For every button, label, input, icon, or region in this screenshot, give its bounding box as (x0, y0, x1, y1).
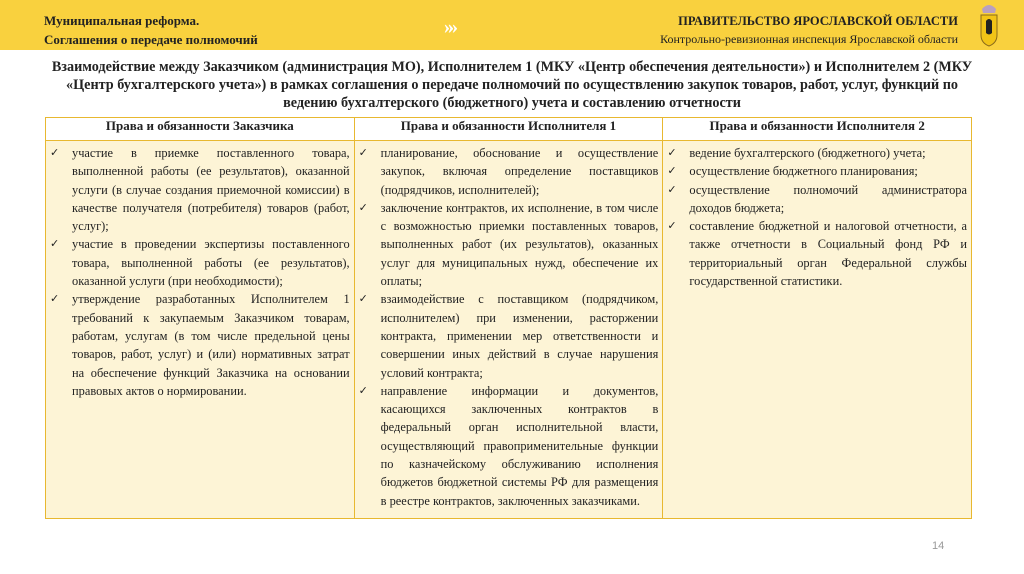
column-header-executor2: Права и обязанности Исполнителя 2 (663, 118, 972, 141)
list-item (359, 199, 659, 290)
checkmark-icon: ✓ (50, 293, 60, 306)
cell-executor2 (663, 141, 972, 519)
list-item-text: составление бюджетной и налоговой отчетности, а также отчетности в Социальный фонд РФ и территориальный орган Федеральной службы государственной статистики. (689, 219, 967, 289)
list-item (359, 382, 659, 510)
checkmark-icon: ✓ (667, 183, 677, 196)
list-item (359, 290, 659, 381)
page-title: Взаимодействие между Заказчиком (администрация МО), Исполнителем 1 (МКУ «Центр обеспечения деятельности») и Исполнителем 2 (МКУ «Центр бухгалтерского учета») в рамках соглашения о передаче полномочий по осуществлению закупок товаров, работ, услуг, функций по ведению бухгалтерского (бюджетного) учета и составлению отчетности (51, 59, 973, 111)
list-item-text: заключение контрактов, их исполнение, в том числе с возможностью приемки поставленных товаров, выполненных работ (их результатов), оказанных услуг для муниципальных нужд, обеспечение их оплаты; (380, 200, 659, 289)
responsibilities-table (45, 117, 972, 519)
list-item-text: планирование, обоснование и осуществление закупок, включая определение поставщиков (подрядчиков, исполнителей); (380, 146, 659, 197)
header-left (44, 11, 258, 49)
checkmark-icon: ✓ (358, 293, 368, 306)
checkmark-icon: ✓ (358, 201, 368, 214)
coat-of-arms-icon (978, 3, 1000, 47)
list-item-text: взаимодействие с поставщиком (подрядчиком, исполнителем) при изменении, расторжении контракта, применении мер ответственности и совершении иных действий в случае нарушения условий контракта; (380, 292, 659, 380)
list-item-text: участие в проведении экспертизы поставленного товара, выполненной работы (ее результатов), оказанной услуги (при необходимости); (72, 237, 350, 289)
checkmark-icon: ✓ (667, 220, 677, 233)
list-item-text: направление информации и документов, касающихся заключенных контрактов в федеральный орган исполнительной власти, осуществляющий правоприменительные функции по казначейскому обслуживанию исполнения бюджетов бюджетной системы РФ для размещения в реестре контрактов, заключенных заказчиками. (380, 383, 659, 508)
header-right (660, 12, 958, 48)
header-right-line2: Контрольно-ревизионная инспекция Ярославской области (660, 32, 958, 46)
header-bar (0, 0, 1024, 50)
checkmark-icon: ✓ (50, 238, 60, 251)
checkmark-icon: ✓ (667, 165, 677, 178)
list-item-text: участие в приемке поставленного товара, выполненной работы (ее результатов), оказанной услуги (в случае создания приемочной комиссии) в качестве получателя (потребителя) товаров (работ, услуг); (72, 146, 350, 234)
page-number: 14 (932, 540, 945, 552)
checkmark-icon: ✓ (50, 147, 60, 159)
list-item (359, 144, 659, 199)
list-item (667, 144, 967, 162)
chevrons-icon: »» (444, 16, 452, 38)
list-item (667, 181, 967, 218)
header-left-line1: Муниципальная реформа. (44, 13, 200, 28)
list-item (50, 144, 350, 235)
list-item-text: осуществление полномочий администратора доходов бюджета; (689, 182, 967, 215)
list-item-text: ведение бухгалтерского (бюджетного) учета; (689, 146, 926, 160)
checkmark-icon: ✓ (358, 147, 368, 159)
list-item-text: утверждение разработанных Исполнителем 1 требований к закупаемым Заказчиком товарам, работам, услугам (в том числе предельной цены товаров, работ, услуг) и (или) нормативных затрат на обеспечение функций Заказчика на основании правовых актов о нормировании. (72, 292, 350, 398)
list-item (50, 290, 350, 400)
cell-customer (46, 141, 355, 519)
list-item-text: осуществление бюджетного планирования; (689, 164, 918, 179)
cell-executor1 (354, 141, 663, 519)
list-item (667, 217, 967, 290)
list-item (667, 162, 967, 180)
list-item (50, 235, 350, 290)
column-header-executor1: Права и обязанности Исполнителя 1 (354, 118, 663, 141)
column-header-customer: Права и обязанности Заказчика (46, 118, 355, 141)
header-right-line1: ПРАВИТЕЛЬСТВО ЯРОСЛАВСКОЙ ОБЛАСТИ (678, 14, 958, 28)
checkmark-icon: ✓ (358, 384, 368, 397)
checkmark-icon: ✓ (667, 147, 677, 159)
header-left-line2: Соглашения о передаче полномочий (44, 32, 258, 47)
